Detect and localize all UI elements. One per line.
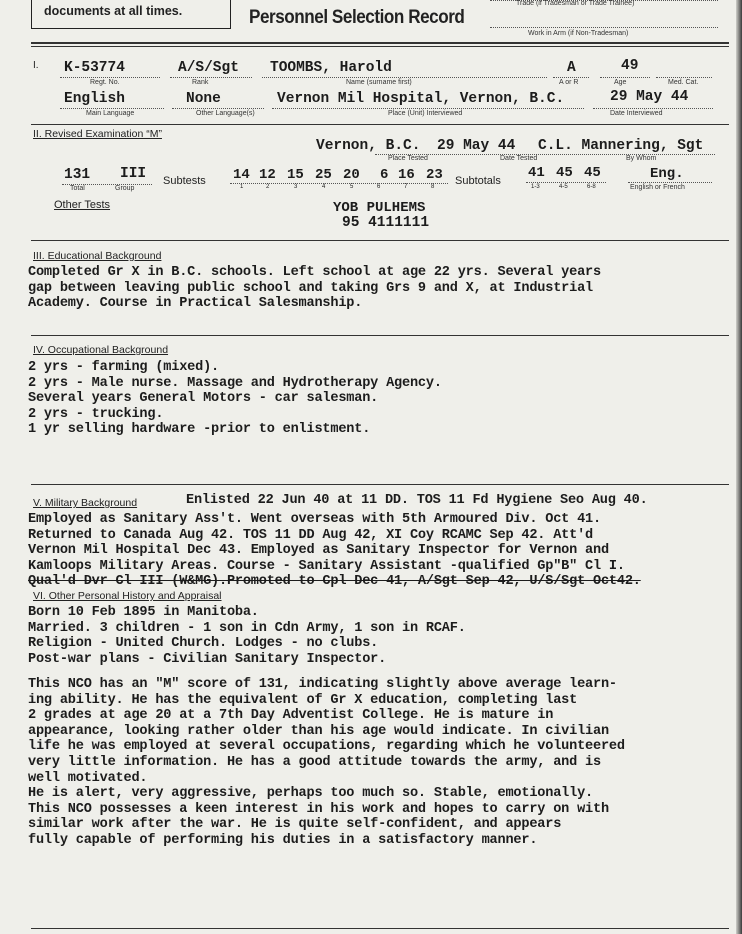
total-label: Total <box>70 185 85 192</box>
regt-no-label: Regt. No. <box>90 79 120 86</box>
main-language: English <box>64 91 125 107</box>
military-line: Kamloops Military Areas. Course - Sanitary Assistant -qualified Gp"B" Cl I. <box>28 558 625 574</box>
appraisal-text <box>28 677 625 849</box>
name: TOOMBS, Harold <box>270 60 392 76</box>
age: 49 <box>621 58 639 74</box>
section2-heading: II. Revised Examination “M” <box>33 128 162 140</box>
education-text <box>28 265 601 312</box>
subtest-score: 6 <box>380 167 389 183</box>
subtest-score: 25 <box>315 167 332 183</box>
subtotals-label: Subtotals <box>455 175 501 187</box>
age-label: Age <box>614 79 627 86</box>
main-language-label: Main Language <box>86 110 135 117</box>
military-line: Vernon Mil Hospital Dec 43. Employed as Sanitary Inspector for Vernon and <box>28 543 609 559</box>
section5-heading: V. Military Background <box>33 497 138 509</box>
military-line: Returned to Canada Aug 42. TOS 11 DD Aug 42, XI Coy RCAMC Sep 42. Att'd <box>28 527 593 543</box>
place-tested: Vernon, B.C. <box>316 138 421 154</box>
personal-line: Born 10 Feb 1895 in Manitoba. <box>28 605 259 620</box>
military-first-line: Enlisted 22 Jun 40 at 11 DD. TOS 11 Fd Hygiene Seo Aug 40. <box>186 493 648 508</box>
subtest-score: 23 <box>426 167 443 183</box>
rank: A/S/Sgt <box>178 60 239 76</box>
subtests-label: Subtests <box>163 175 206 187</box>
subtotal-score: 41 <box>528 165 545 181</box>
subtest-number: 1 <box>240 184 244 190</box>
education-line: gap between leaving public school and taking Grs 9 and X, at Industrial <box>28 280 593 296</box>
language-tested: Eng. <box>650 166 684 182</box>
date-tested: 29 May 44 <box>437 138 516 154</box>
military-text <box>28 512 641 590</box>
subtest-score: 15 <box>287 167 304 183</box>
subtest-number: 3 <box>294 184 298 190</box>
other-languages: None <box>186 91 221 107</box>
header-box-text: documents at all times. <box>44 4 183 18</box>
work-label: Work in Arm (if Non-Tradesman) <box>528 30 629 37</box>
subtotal-range: 6-8 <box>587 184 596 190</box>
a-or-r-label: A or R <box>559 79 579 86</box>
trade-label: Trade (if Tradesman or Trade Trainee) <box>516 0 635 7</box>
date-interviewed: 29 May 44 <box>610 89 689 105</box>
group: III <box>120 166 147 182</box>
subtotal-score: 45 <box>556 165 573 181</box>
military-line: Qual'd Dvr Cl III (W&MG).Promoted to Cpl Dec 41, A/Sgt Sep 42, U/S/Sgt Oct42. <box>28 574 641 590</box>
group-label: Group <box>115 185 135 192</box>
occupation-line: 2 yrs - trucking. <box>28 406 164 422</box>
subtest-number: 8 <box>431 184 435 190</box>
subtest-score: 16 <box>398 167 415 183</box>
section3-heading: III. Educational Background <box>33 250 162 262</box>
appraisal-line: 2 grades at age 20 at a 7th Day Adventist College. He is mature in <box>28 708 554 724</box>
subtest-score: 20 <box>343 167 360 183</box>
pulhems-value: 95 4111111 <box>342 215 430 231</box>
personal-line: Religion - United Church. Lodges - no clubs. <box>28 636 379 652</box>
section1-numeral: I. <box>33 60 39 71</box>
appraisal-line: appearance, looking rather older than his age would indicate. In civilian <box>28 723 609 739</box>
other-languages-label: Other Language(s) <box>196 110 255 117</box>
a-or-r: A <box>567 60 576 76</box>
scan-edge <box>736 0 742 934</box>
other-tests-label: Other Tests <box>54 199 111 211</box>
subtotal-range: 1-3 <box>531 184 540 190</box>
subtest-score: 12 <box>259 167 276 183</box>
subtest-number: 5 <box>350 184 354 190</box>
military-line: Employed as Sanitary Ass't. Went overseas with 5th Armoured Div. Oct 41. <box>28 512 601 527</box>
name-label: Name (surname first) <box>346 79 412 86</box>
appraisal-line: well motivated. <box>28 770 148 786</box>
yob-pulhems-label: YOB PULHEMS <box>333 200 426 216</box>
personal-line: Married. 3 children - 1 son in Cdn Army, 1 son in RCAF. <box>28 620 466 636</box>
occupation-line: 2 yrs - Male nurse. Massage and Hydrotherapy Agency. <box>28 375 442 391</box>
total-score: 131 <box>64 167 91 183</box>
place-tested-label: Place Tested <box>388 155 428 162</box>
occupation-text <box>28 360 442 438</box>
subtotal-range: 4-5 <box>559 184 568 190</box>
appraisal-line: fully capable of performing his duties in a satisfactory manner. <box>28 832 538 848</box>
subtest-number: 7 <box>404 184 408 190</box>
appraisal-line: This NCO possesses a keen interest in his work and hopes to carry on with <box>28 801 609 817</box>
education-line: Academy. Course in Practical Salesmanship. <box>28 296 363 312</box>
appraisal-line: similar work after the war. He is quite self-confident, and appears <box>28 817 562 833</box>
subtotal-score: 45 <box>584 165 601 181</box>
subtest-number: 4 <box>322 184 326 190</box>
appraisal-line: very little information. He has a good attitude towards the army, and is <box>28 754 601 770</box>
med-cat-label: Med. Cat. <box>668 79 699 86</box>
occupation-line: 1 yr selling hardware -prior to enlistment. <box>28 422 371 438</box>
subtest-number: 2 <box>266 184 270 190</box>
section4-heading: IV. Occupational Background <box>33 344 169 356</box>
occupation-line: 2 yrs - farming (mixed). <box>28 360 219 375</box>
rank-label: Rank <box>192 79 209 86</box>
personal-line: Post-war plans - Civilian Sanitary Inspector. <box>28 651 387 667</box>
form-title: Personnel Selection Record <box>249 7 465 28</box>
education-line: Completed Gr X in B.C. schools. Left school at age 22 yrs. Several years <box>28 265 601 280</box>
regt-no: K-53774 <box>64 60 125 76</box>
date-tested-label: Date Tested <box>500 155 538 162</box>
section6-heading: VI. Other Personal History and Appraisal <box>33 590 222 602</box>
appraisal-line: ing ability. He has the equivalent of Gr X education, completing last <box>28 692 578 708</box>
date-interviewed-label: Date Interviewed <box>610 110 663 117</box>
place-interviewed-label: Place (Unit) Interviewed <box>388 110 463 117</box>
personal-history-text <box>28 605 466 667</box>
occupation-line: Several years General Motors - car salesman. <box>28 391 379 407</box>
place-interviewed: Vernon Mil Hospital, Vernon, B.C. <box>277 91 565 107</box>
appraisal-line: This NCO has an "M" score of 131, indicating slightly above average learn- <box>28 677 617 692</box>
appraisal-line: life he was employed at several occupations, regarding which he volunteered <box>28 739 625 755</box>
subtest-score: 14 <box>233 167 250 183</box>
by-whom-label: By Whom <box>626 155 657 162</box>
language-tested-label: English or French <box>630 184 685 191</box>
appraisal-line: He is alert, very aggressive, perhaps too much so. Stable, emotionally. <box>28 786 593 802</box>
subtest-number: 6 <box>377 184 381 190</box>
tested-by: C.L. Mannering, Sgt <box>538 138 704 154</box>
